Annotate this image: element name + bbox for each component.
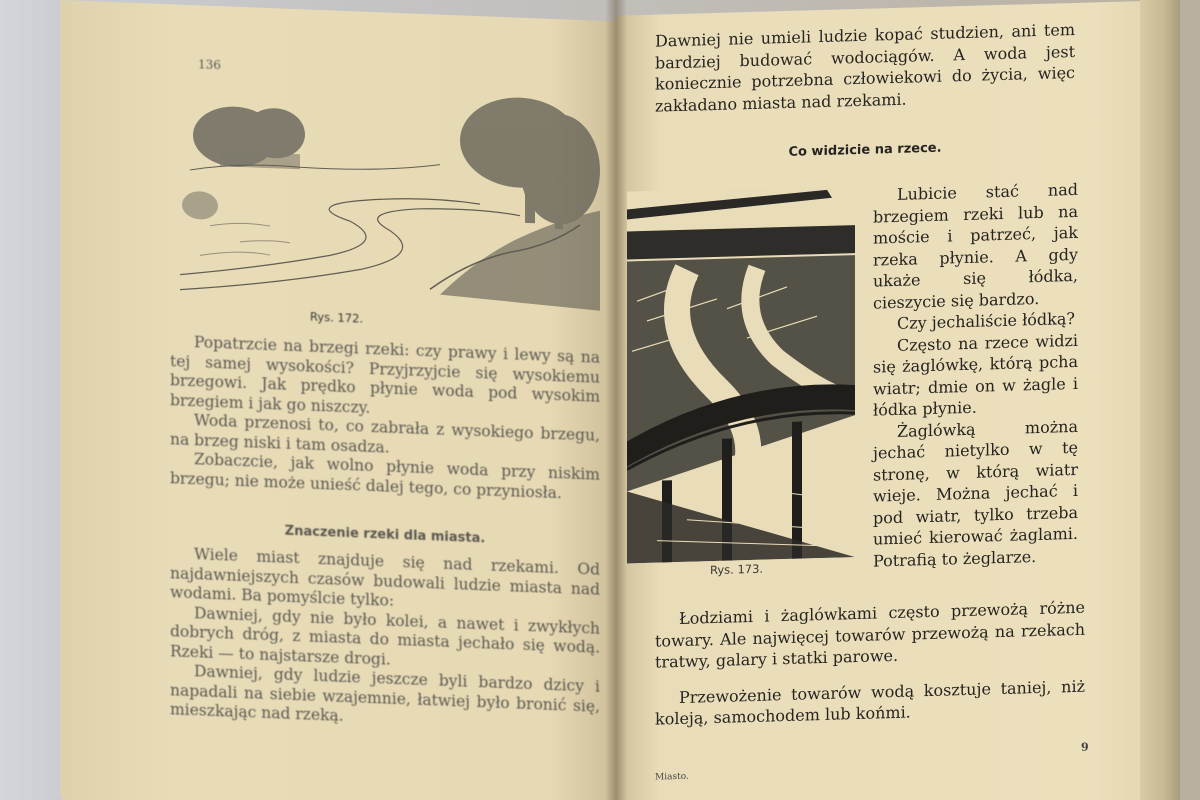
left-paragraphs-2: [170, 544, 600, 736]
river-bridge-illustration: [627, 185, 855, 563]
section-heading-left: Znaczenie rzeki dla miasta.: [284, 523, 486, 547]
paragraph: Często na rzece widzi się żaglówkę, którą pcha wiatr; dmie on w żagle i łódka płynie.: [873, 330, 1078, 420]
right-side-paragraphs: [873, 179, 1078, 572]
left-page: [60, 0, 615, 800]
right-intro: [655, 19, 1075, 117]
paragraph: Popatrzcie na brzegi rzeki: czy prawy i lewy są na tej samej wysokości? Przyjrzyjcie się wysokiemu brzegowi. Jak prędko płynie woda pod wysokim brzegiem i jak go niszczy.: [170, 333, 600, 417]
paragraph: Lubicie stać nad brzegiem rzeki lub na moście i patrzeć, jak rzeka płynie. A gdy ukaże się łódka, cieszycie się bardzo.: [873, 179, 1078, 313]
open-book: [60, 0, 1180, 800]
paragraph: Dawniej, gdy ludzie jeszcze byli bardzo dzicy i napadali na siebie wzajemnie, łatwiej było bronić się, mieszkając nad rzeką.: [170, 662, 600, 725]
footer-sheet-number: 9: [1081, 740, 1089, 754]
book-gutter: [605, 0, 627, 800]
paragraph: Dawniej, gdy nie było kolei, a nawet i zwykłych dobrych dróg, z miasta do miasta jechało się wodą. Rzeki — to najstarsze drogi.: [170, 603, 600, 669]
paragraph: Przewożenie towarów wodą kosztuje taniej, niż koleją, samochodem lub końmi.: [655, 676, 1085, 729]
right-page: [615, 0, 1180, 800]
paragraph: Woda przenosi to, co zabrała z wysokiego brzegu, na brzeg niski i tam osadza.: [170, 411, 600, 457]
river-landscape-illustration: [180, 75, 600, 316]
footer-signature: Miasto.: [655, 771, 689, 783]
section-heading-right: Co widzicie na rzece.: [788, 140, 942, 160]
figure-caption-173: Rys. 173.: [710, 561, 764, 578]
paragraph: Czy jechaliście łódką?: [897, 308, 1075, 333]
paragraph: Zobaczcie, jak wolno płynie woda przy niskim brzegu; nie może unieść dalej tego, co przyniosła.: [170, 450, 600, 502]
figure-caption-172: Rys. 172.: [310, 309, 364, 326]
page-edges: [1140, 0, 1180, 800]
paragraph: Wiele miast znajduje się nad rzekami. Od najdawniejszych czasów budowali ludzie miasta nad wodami. Ba pomyślcie tylko:: [170, 545, 600, 610]
right-bottom-paragraphs: [655, 597, 1085, 731]
paragraph: Dawniej nie umieli ludzie kopać studzien, ani tem bardziej budować wodociągów. A woda jest koniecznie potrzebna człowiekowi do życia, więc zakładano miasta nad rzekami.: [655, 19, 1075, 116]
left-page-number: 136: [198, 57, 221, 73]
left-paragraphs-1: [170, 332, 600, 505]
paragraph: Łodziami i żaglówkami często przewożą różne towary. Ale najwięcej towarów przewożą na rzekach tratwy, galary i statki parowe.: [655, 597, 1085, 672]
paragraph: Żaglówką można jechać nietylko w tę stronę, w którą wiatr wieje. Można jechać i pod wiatr, tylko trzeba umieć kierować żaglami. Potrafią to żeglarze.: [873, 416, 1078, 571]
